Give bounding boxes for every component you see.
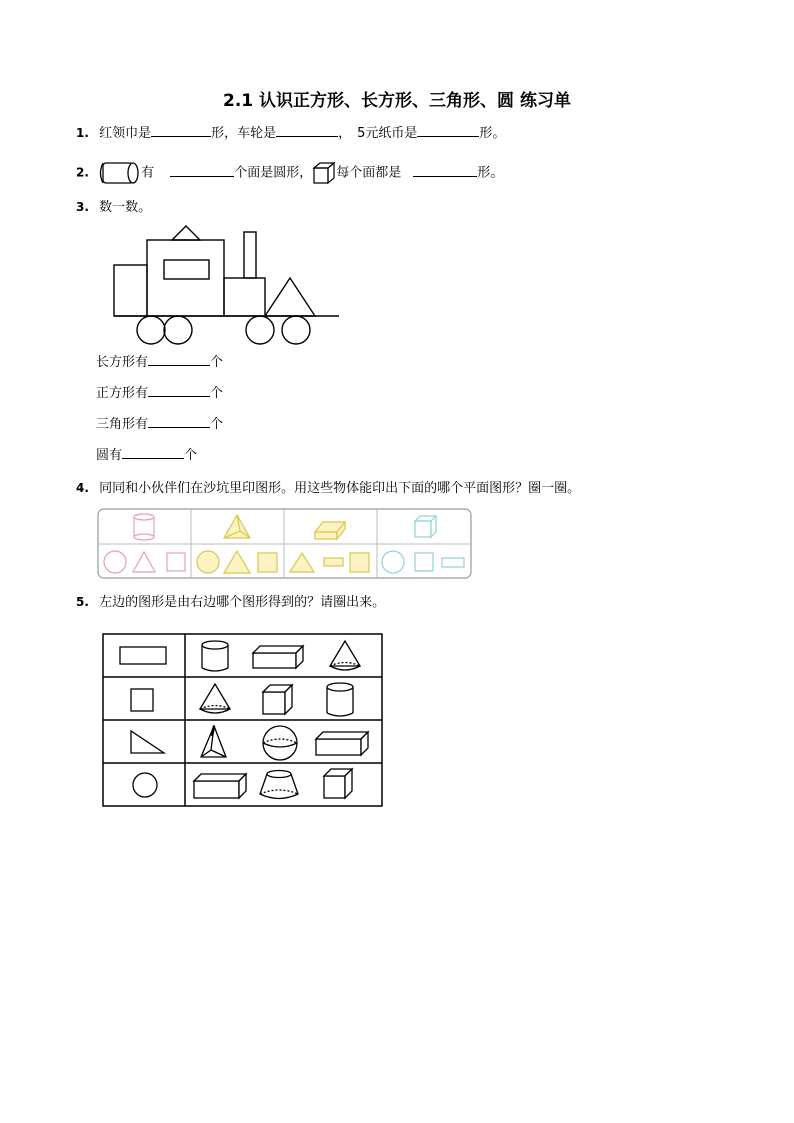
cylinder-icon (202, 641, 228, 671)
cube-icon (324, 769, 352, 798)
q1-blank-2[interactable] (276, 124, 338, 137)
cube-icon (312, 161, 336, 185)
cone-icon (330, 641, 360, 670)
train-wheel (164, 316, 192, 344)
solids-table (102, 633, 384, 808)
train-wheel (246, 316, 274, 344)
q2-text-2: 个面是圆形， (234, 165, 313, 181)
teal-cube-icon (415, 516, 436, 537)
triangular-pyramid-icon (201, 726, 226, 757)
unit-label: 个 (210, 355, 224, 370)
question-number: 5. (76, 595, 89, 609)
count-circle-row (96, 446, 197, 465)
circle-count-blank[interactable] (122, 446, 184, 459)
unit-label: 个 (210, 386, 224, 401)
pink-cylinder-icon (134, 514, 154, 540)
circle-option (197, 551, 219, 573)
triangle-count-label: 三角形有 (96, 417, 149, 432)
rectangle-option (442, 558, 464, 567)
q2-blank-2[interactable] (413, 164, 477, 177)
q2-blank-1[interactable] (170, 164, 234, 177)
q1-text-4: 元纸币是 (365, 126, 418, 141)
train-back-rectangle (114, 265, 147, 316)
unit-label: 个 (210, 417, 224, 432)
circle-option (382, 551, 404, 573)
q1-text-5: 形。 (479, 126, 506, 141)
right-triangle-shape (131, 731, 164, 753)
q1-blank-3[interactable] (417, 124, 479, 137)
question-2 (76, 161, 503, 185)
count-triangle-row (96, 415, 223, 434)
square-count-blank[interactable] (148, 384, 210, 397)
train-figure (106, 222, 342, 346)
count-rectangle-row (96, 353, 223, 372)
rectangle-shape (120, 647, 166, 664)
circle-count-label: 圆有 (96, 448, 123, 463)
question-number: 2. (76, 165, 89, 180)
rectangle-count-label: 长方形有 (96, 355, 149, 370)
train-window-rectangle (164, 260, 209, 279)
q3-text: 数一数。 (99, 200, 152, 215)
train-cabin-square (147, 240, 224, 316)
rectangle-option (324, 558, 343, 566)
q1-text-3: ， (338, 126, 352, 141)
train-front-triangle (265, 278, 315, 316)
q1-text-2: 形，车轮是 (211, 126, 277, 141)
count-square-row (96, 384, 223, 403)
q1-text-1: 红领巾是 (99, 126, 152, 141)
q4-text: 同同和小伙伴们在沙坑里印图形。用这些物体能印出下面的哪个平面图形？圈一圈。 (99, 481, 581, 496)
cube-icon (263, 685, 292, 714)
square-option (258, 553, 277, 572)
cuboid-icon (253, 646, 303, 668)
cuboid-icon (316, 732, 368, 755)
train-wheel (137, 316, 165, 344)
sphere-icon (263, 726, 297, 760)
q2-text-3: 每个面都是 (336, 165, 402, 181)
circle-shape (133, 773, 157, 797)
q1-blank-1[interactable] (151, 124, 211, 137)
square-count-label: 正方形有 (96, 386, 149, 401)
train-chimney-rectangle (244, 232, 256, 278)
square-option (167, 553, 185, 571)
question-1 (76, 124, 505, 143)
q1-number-5: 5 (357, 126, 366, 141)
pink-options (104, 551, 185, 573)
circle-option (104, 551, 126, 573)
question-5 (76, 593, 385, 612)
square-option (350, 553, 369, 572)
cylinder-icon (99, 161, 141, 185)
cuboid-icon (194, 774, 246, 798)
question-4 (76, 479, 580, 498)
question-number: 4. (76, 481, 89, 495)
question-3 (76, 198, 151, 217)
q2-text-4: 形。 (477, 165, 504, 181)
rectangle-count-blank[interactable] (148, 353, 210, 366)
square-shape (131, 689, 153, 711)
q5-text: 左边的图形是由右边哪个图形得到的？请圈出来。 (99, 595, 386, 610)
train-front-square (224, 278, 265, 316)
question-number: 1. (76, 126, 89, 140)
train-roof-triangle (172, 226, 200, 240)
page-title: 2.1 认识正方形、长方形、三角形、圆 练习单 (223, 91, 571, 111)
q2-text-1: 有 (141, 165, 155, 181)
triangle-count-blank[interactable] (148, 415, 210, 428)
question-number: 3. (76, 200, 89, 214)
yellow-options-1 (197, 551, 277, 573)
cone-icon (200, 684, 230, 713)
stamp-shapes-table (97, 508, 473, 580)
cylinder-icon (327, 683, 353, 716)
frustum-icon (260, 771, 298, 799)
train-wheel (282, 316, 310, 344)
unit-label: 个 (184, 448, 198, 463)
square-option (415, 553, 433, 571)
